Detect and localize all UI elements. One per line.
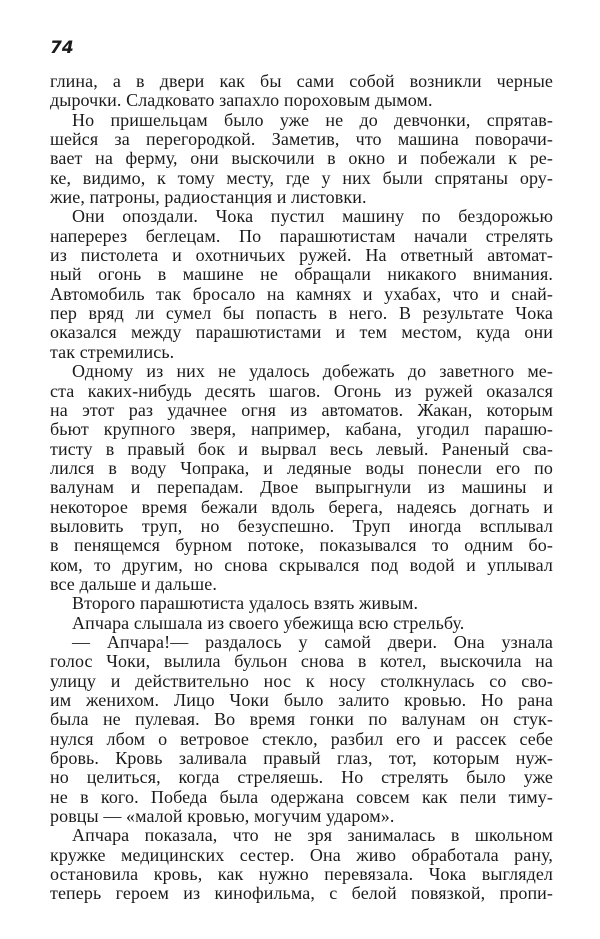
text-line: пер вряд ли сумел бы попасть в него. В результате Чока bbox=[50, 303, 553, 324]
text-line: бьют крупного зверя, например, кабана, угодил парашю- bbox=[50, 419, 553, 440]
text-line: улицу и действительно нос к носу столкнулась со сво- bbox=[50, 670, 553, 691]
text-line: но целиться, когда стреляешь. Но стрелять было уже bbox=[50, 767, 553, 788]
text-line: Апчара слышала из своего убежища всю стрельбу. bbox=[72, 612, 465, 633]
text-line: бровь. Кровь заливала правый глаз, тот, которым нуж- bbox=[50, 748, 553, 769]
text-line: на этот раз удачнее огня из автоматов. Жакан, которым bbox=[50, 399, 553, 420]
text-line: Но пришельцам было уже не до девчонки, спрятав- bbox=[72, 109, 553, 130]
text-line: кружке медицинских сестер. Она живо обработала рану, bbox=[50, 844, 553, 865]
text-line: ровцы — «малой кровью, могучим ударом». bbox=[50, 806, 395, 827]
paragraph bbox=[50, 614, 553, 633]
body-text bbox=[50, 72, 553, 904]
text-line: глина, а в двери как бы сами собой возникли черные bbox=[50, 71, 553, 91]
text-line: ке, видимо, к тому месту, где у них были спрятаны ору- bbox=[50, 167, 553, 188]
text-line: тисту в правый бок и вырвал весь левый. Раненый сва- bbox=[50, 438, 553, 459]
text-line: теперь героем из кинофильма, с белой повязкой, пропи- bbox=[50, 883, 553, 904]
paragraph bbox=[50, 594, 553, 613]
text-line: Они опоздали. Чока пустил машину по бездорожью bbox=[72, 206, 553, 227]
text-line: Автомобиль так бросало на камнях и ухабах, что и снай- bbox=[50, 283, 553, 304]
text-line: оказался между парашютистами и тем местом, куда они bbox=[50, 322, 553, 343]
text-line: была не пулевая. Во время гонки по валунам он стук- bbox=[50, 709, 553, 730]
text-line: — Апчара!— раздалось у самой двери. Она узнала bbox=[72, 631, 553, 652]
text-line: Одному из них не удалось добежать до заветного ме- bbox=[72, 361, 553, 382]
text-line: так стремились. bbox=[50, 341, 175, 362]
text-line: ком, то другим, но снова скрывался под водой и уплывал bbox=[50, 554, 553, 575]
text-line: голос Чоки, вылила бульон снова в котел, выскочила на bbox=[50, 651, 553, 672]
text-line: жие, патроны, радиостанция и листовки. bbox=[50, 187, 367, 208]
text-line: шейся за перегородкой. Заметив, что машина поворачи- bbox=[50, 129, 553, 150]
text-line: в пенящемся бурном потоке, показывался то одним бо- bbox=[50, 535, 553, 556]
paragraph bbox=[50, 207, 553, 362]
text-line: из пистолета и охотничьих ружей. На ответный автомат- bbox=[50, 245, 553, 266]
text-line: дырочки. Сладковато запахло пороховым дымом. bbox=[50, 90, 433, 111]
text-line: все дальше и дальше. bbox=[50, 573, 217, 594]
text-line: им женихом. Лицо Чоки было залито кровью. Но рана bbox=[50, 690, 553, 710]
text-line: лился в воду Чопрака, и ледяные воды понесли его по bbox=[50, 457, 553, 478]
page-number: 74 bbox=[50, 38, 74, 58]
text-line: ста каких-нибудь десять шагов. Огонь из ружей оказался bbox=[50, 380, 553, 401]
text-line: нулся лбом о ветровое стекло, разбил его и рассек себе bbox=[50, 728, 553, 749]
paragraph bbox=[50, 362, 553, 594]
text-line: не в кого. Победа была одержана совсем как пели тиму- bbox=[50, 786, 553, 807]
text-line: ный огонь в машине не обращали никакого внимания. bbox=[50, 264, 553, 285]
text-line: выловить труп, но безуспешно. Труп иногда всплывал bbox=[50, 515, 553, 536]
text-line: некоторое время бежали вдоль берега, надеясь догнать и bbox=[50, 496, 553, 517]
paragraph bbox=[50, 111, 553, 208]
text-line: валунам и перепадам. Двое выпрыгнули из машины и bbox=[50, 477, 553, 498]
paragraph bbox=[50, 826, 553, 903]
text-line: остановила кровь, как нужно перевязала. Чока выглядел bbox=[50, 864, 553, 885]
text-line: вает на ферму, они выскочили в окно и побежали к ре- bbox=[50, 148, 553, 169]
paragraph bbox=[50, 633, 553, 826]
paragraph bbox=[50, 72, 553, 111]
text-line: Второго парашютиста удалось взять живым. bbox=[72, 593, 419, 614]
text-line: наперерез беглецам. По парашютистам начали стрелять bbox=[50, 225, 553, 246]
text-line: Апчара показала, что не зря занималась в школьном bbox=[72, 825, 553, 846]
